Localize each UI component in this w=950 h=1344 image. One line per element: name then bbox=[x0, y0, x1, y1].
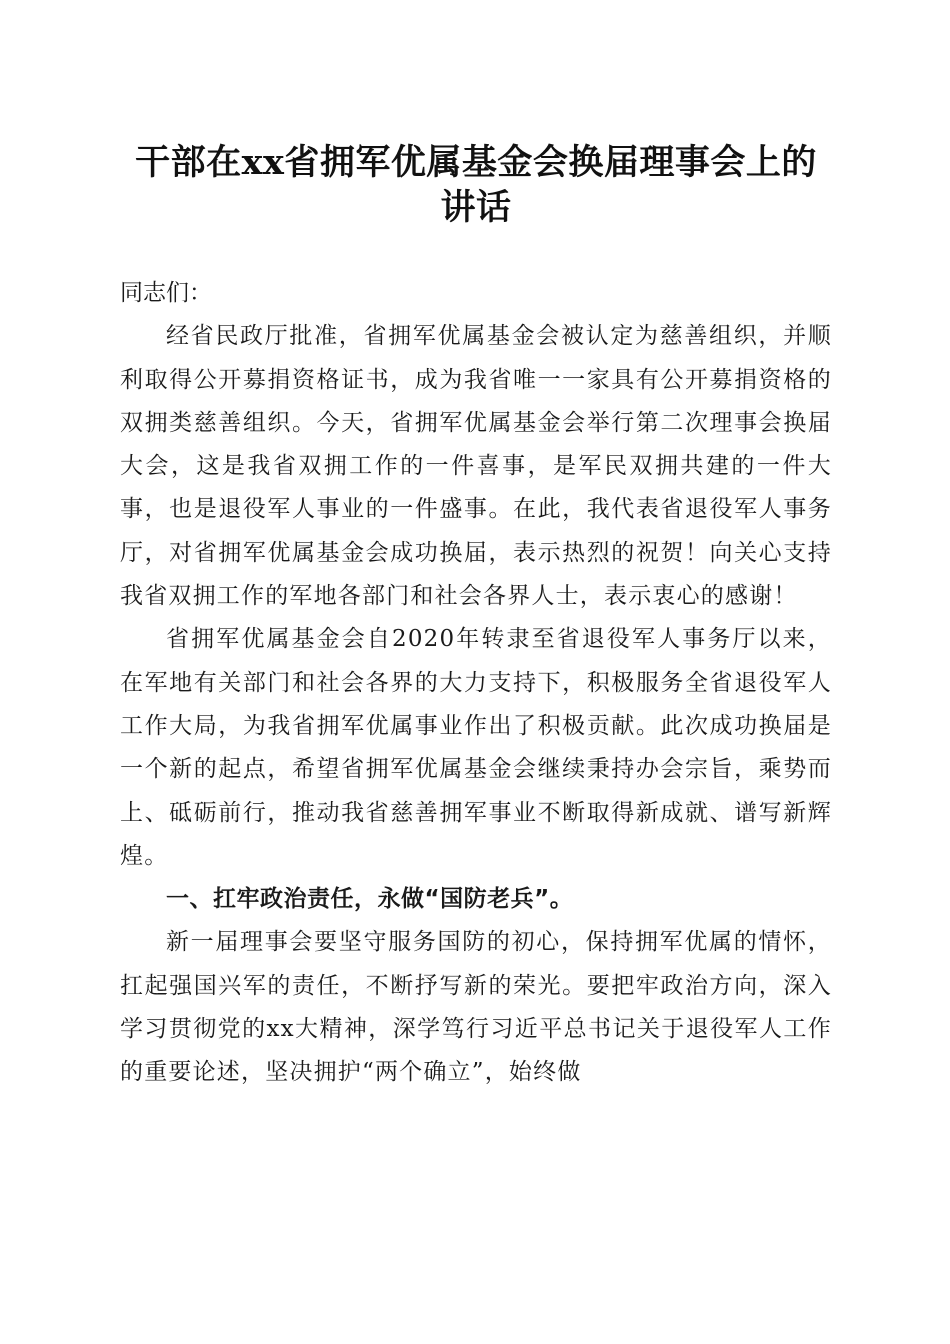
document-title bbox=[120, 140, 832, 230]
paragraph-1: 经省民政厅批准，省拥军优属基金会被认定为慈善组织，并顺利取得公开募捐资格证书，成为我省唯一一家具有公开募捐资格的双拥类慈善组织。今天，省拥军优属基金会举行第二次理事会换届大会，这是我省双拥工作的一件喜事，是军民双拥共建的一件大事，也是退役军人事业的一件盛事。在此，我代表省退役军人事务厅，对省拥军优属基金会成功换届，表示热烈的祝贺！向关心支持我省双拥工作的军地各部门和社会各界人士，表示衷心的感谢！ bbox=[120, 323, 832, 610]
document-body bbox=[120, 272, 832, 1095]
salutation: 同志们： bbox=[120, 280, 212, 306]
paragraph-2: 省拥军优属基金会自2020年转隶至省退役军人事务厅以来，在军地有关部门和社会各界的大力支持下，积极服务全省退役军人工作大局，为我省拥军优属事业作出了积极贡献。此次成功换届是一个新的起点，希望省拥军优属基金会继续秉持办会宗旨，乘势而上、砥砺前行，推动我省慈善拥军事业不断取得新成就、谱写新辉煌。 bbox=[120, 626, 832, 869]
paragraph-3: 新一届理事会要坚守服务国防的初心，保持拥军优属的情怀，扛起强国兴军的责任，不断抒写新的荣光。要把牢政治方向，深入学习贯彻党的xx大精神，深学笃行习近平总书记关于退役军人工作的重要论述，坚决拥护“两个确立”，始终做 bbox=[120, 929, 832, 1086]
section-heading-1: 一、扛牢政治责任，永做“国防老兵”。 bbox=[166, 886, 574, 913]
title-line-1: 干部在xx省拥军优属基金会换届理事会上的 bbox=[135, 142, 817, 183]
title-line-2: 讲话 bbox=[440, 187, 512, 228]
